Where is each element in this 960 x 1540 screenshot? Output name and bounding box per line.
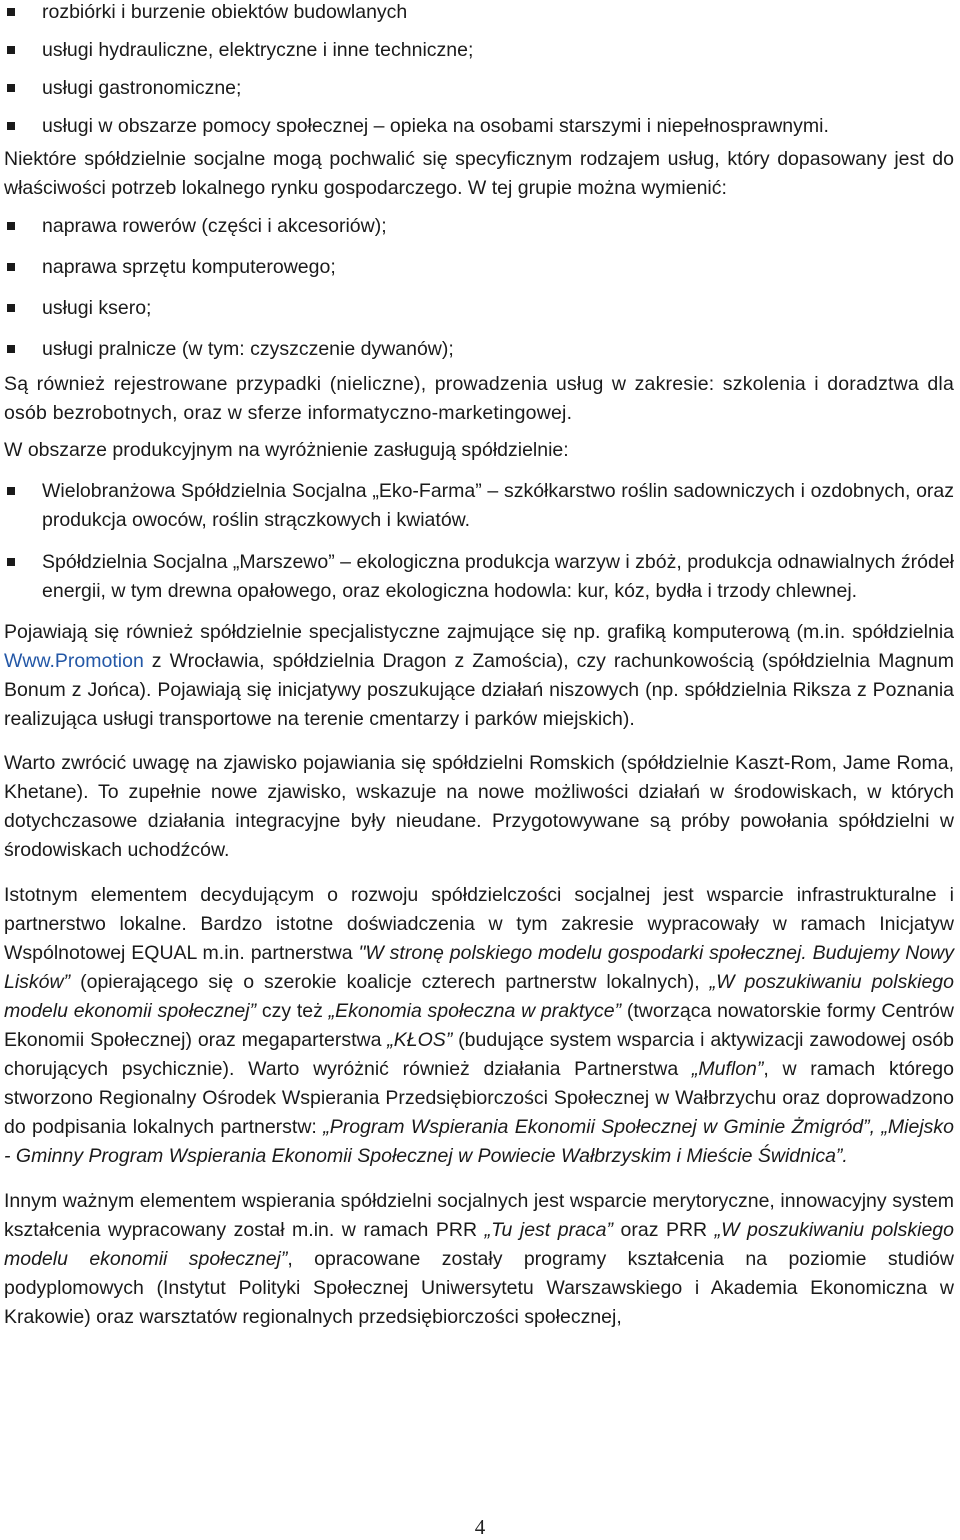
italic-title: „KŁOS” — [387, 1029, 453, 1051]
paragraph-specialist — [4, 618, 954, 734]
paragraph-text: czy też — [256, 1000, 329, 1022]
list-item: usługi pralnicze (w tym: czyszczenie dywanów); — [4, 335, 954, 364]
list-item: usługi hydrauliczne, elektryczne i inne techniczne; — [4, 36, 954, 65]
list-item: Wielobranżowa Spółdzielnia Socjalna „Eko-Farma” – szkółkarstwo roślin sadowniczych i ozdobnych, oraz produkcja owoców, roślin strączkowych i kwiatów. — [4, 477, 954, 535]
italic-title: „Tu jest praca” — [484, 1219, 614, 1241]
paragraph-text: , w ramach którego stworzono Regionalny Ośrodek Wspierania Przedsiębiorczości Społecznej w Wałbrzychu oraz doprowadzono do podpisania lokalnych partnerstw: — [4, 1058, 954, 1138]
italic-title: „Ekonomia społeczna w praktyce” — [328, 1000, 622, 1022]
paragraph-production: W obszarze produkcyjnym na wyróżnienie zasługują spółdzielnie: — [4, 439, 569, 461]
list-item: usługi w obszarze pomocy społecznej – opieka na osobami starszymi i niepełnosprawnymi. — [4, 112, 954, 141]
paragraph-partnership — [4, 881, 954, 1171]
promotion-link[interactable]: Www.Promotion — [4, 650, 144, 672]
paragraph-text: z Wrocławia, spółdzielnia Dragon z Zamościa), czy rachunkowością (spółdzielnia Magnum Bonum z Jońca). Pojawiają się inicjatywy poszukujące działań niszowych (np. spółdzielnia Riksza z Poznania realizująca usługi transportowe na terenie cmentarzy i parków miejskich). — [4, 650, 954, 730]
paragraph-specific-services: Niektóre spółdzielnie socjalne mogą pochwalić się specyficznym rodzajem usług, który dopasowany jest do właściwości potrzeb lokalnego rynku gospodarczego. W tej grupie można wymienić: — [4, 148, 954, 199]
paragraph-text: (tworząca nowatorskie formy Centrów Ekonomii Społecznej) oraz megaparterstwa — [4, 1000, 954, 1051]
document-page — [4, 0, 954, 1332]
bullet-list-production — [4, 477, 954, 606]
paragraph-text: (opierającego się o szerokie koalicje czterech partnerstw lokalnych), — [70, 971, 710, 993]
italic-title: „Muflon” — [691, 1058, 764, 1080]
list-item: usługi gastronomiczne; — [4, 74, 954, 103]
paragraph-roma: Warto zwrócić uwagę na zjawisko pojawiania się spółdzielni Romskich (spółdzielnie Kaszt-Rom, Jame Roma, Khetane). To zupełnie nowe zjawisko, wskazuje na nowe możliwości działań w środowiskach, w których dotychczasowe działania integracyjne były nieudane. Przygotowywane są próby powołania spółdzielni w środowiskach uchodźców. — [4, 752, 954, 861]
paragraph-text: oraz PRR — [613, 1219, 715, 1241]
list-item: naprawa sprzętu komputerowego; — [4, 253, 954, 282]
page-number: 4 — [474, 1515, 486, 1539]
italic-title: "W stronę polskiego modelu gospodarki społecznej. Budujemy Nowy Lisków” — [4, 942, 954, 993]
bullet-list-specific — [4, 212, 954, 364]
list-item: rozbiórki i burzenie obiektów budowlanych — [4, 0, 954, 27]
paragraph-text: Pojawiają się również spółdzielnie specjalistyczne zajmujące się np. grafiką komputerową (m.in. spółdzielnia — [4, 621, 954, 643]
list-item: Spółdzielnia Socjalna „Marszewo” – ekologiczna produkcja warzyw i zbóż, produkcja odnawialnych źródeł energii, w tym drewna opałowego, oraz ekologiczna hodowla: kur, kóz, bydła i trzody chlewnej. — [4, 548, 954, 606]
paragraph-text: , opracowane zostały programy kształcenia na poziomie studiów podyplomowych (Instytut Polityki Społecznej Uniwersytetu Warszawskiego i Akademia Ekonomiczna w Krakowie) oraz warsztatów regionalnych przedsiębiorczości społecznej, — [4, 1248, 954, 1328]
paragraph-education — [4, 1187, 954, 1332]
italic-title: „W poszukiwaniu polskiego modelu ekonomii społecznej” — [4, 971, 954, 1022]
list-item: usługi ksero; — [4, 294, 954, 323]
bullet-list-services — [4, 0, 954, 141]
italic-title: „W poszukiwaniu polskiego modelu ekonomii społecznej” — [4, 1219, 954, 1270]
list-item: naprawa rowerów (części i akcesoriów); — [4, 212, 954, 241]
paragraph-text: Istotnym elementem decydującym o rozwoju spółdzielczości socjalnej jest wsparcie infrastrukturalne i partnerstwo lokalne. Bardzo istotne doświadczenia w tym zakresie wypracowały w ramach Inicjatyw Wspólnotowej EQUAL m.in. partnerstwa — [4, 884, 954, 964]
paragraph-text: Innym ważnym elementem wspierania spółdzielni socjalnych jest wsparcie merytoryczne, innowacyjny system kształcenia wypracowany został m.in. w ramach PRR — [4, 1190, 954, 1241]
paragraph-registered-cases: Są również rejestrowane przypadki (nieliczne), prowadzenia usług w zakresie: szkolenia i doradztwa dla osób bezrobotnych, oraz w sferze informatyczno-marketingowej. — [4, 373, 954, 424]
paragraph-text: (budujące system wsparcia i aktywizacji zawodowej osób chorujących psychicznie). Warto wyróżnić również działania Partnerstwa — [4, 1029, 954, 1080]
italic-title: „Program Wspierania Ekonomii Społecznej w Gminie Żmigród”, „Miejsko - Gminny Program Wspierania Ekonomii Społecznej w Powiecie Wałbrzyskim i Mieście Świdnica”. — [4, 1116, 955, 1167]
